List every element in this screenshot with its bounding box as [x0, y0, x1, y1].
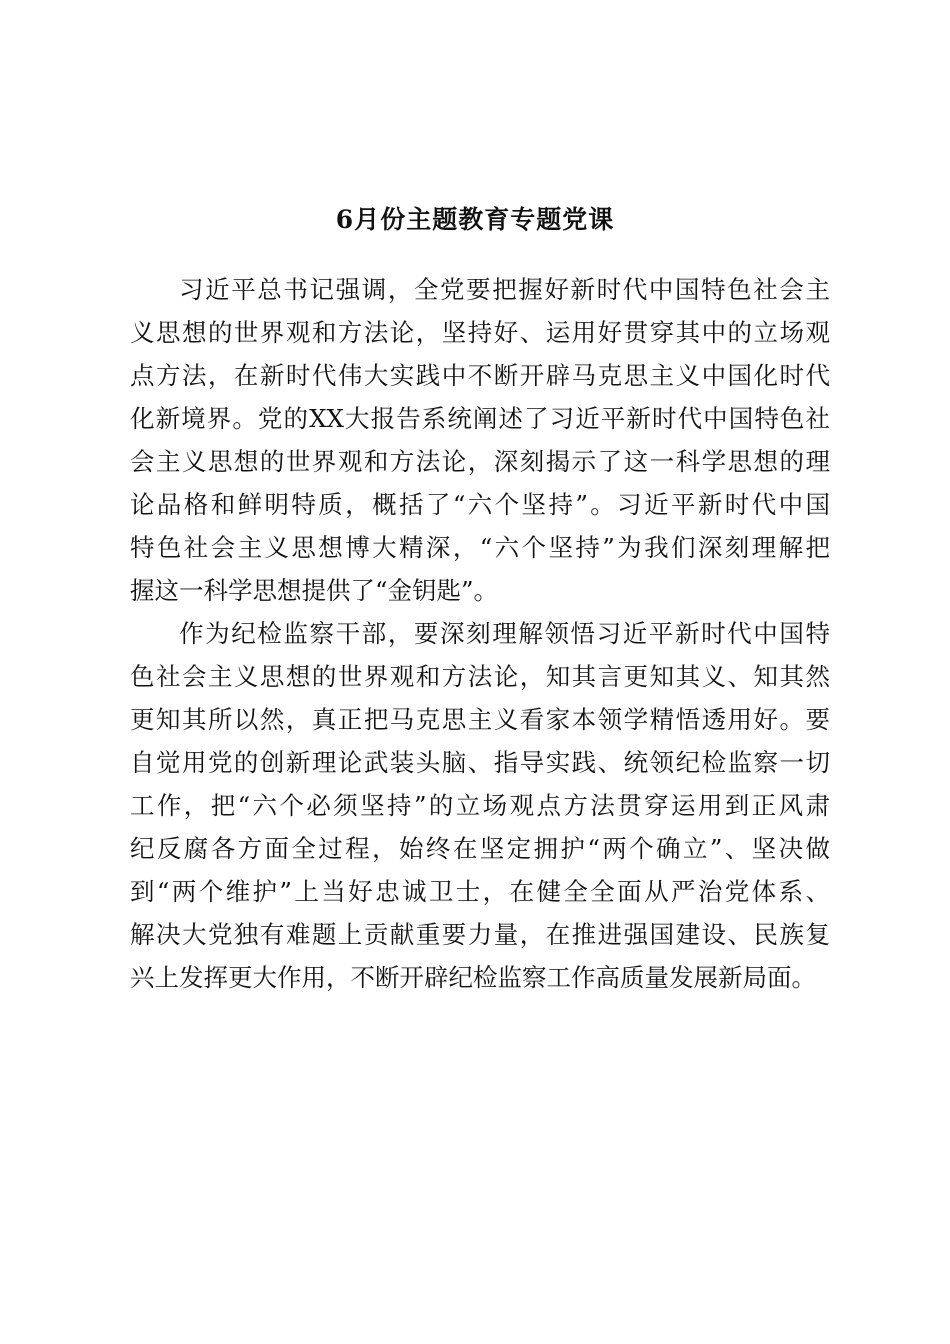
paragraph-line: 会主义思想的世界观和方法论，深刻揭示了这一科学思想的理	[130, 447, 830, 476]
paragraph-line: 握这一科学思想提供了“金钥匙”。	[130, 576, 499, 605]
paragraph-line: 义思想的世界观和方法论，坚持好、运用好贯穿其中的立场观	[130, 318, 830, 347]
paragraph-line: 到“两个维护”上当好忠诚卫士，在健全全面从严治党体系、	[130, 877, 830, 906]
paragraph-line: 色社会主义思想的世界观和方法论，知其言更知其义、知其然	[130, 662, 830, 691]
paragraph-line: 自觉用党的创新理论武装头脑、指导实践、统领纪检监察一切	[130, 748, 830, 777]
paragraph-line: 作为纪检监察干部，要深刻理解领悟习近平新时代中国特	[179, 619, 830, 648]
paragraph-line: 更知其所以然，真正把马克思主义看家本领学精悟透用好。要	[130, 705, 830, 734]
paragraph-line: 特色社会主义思想博大精深，“六个坚持”为我们深刻理解把	[130, 533, 830, 562]
paragraph-line: 点方法，在新时代伟大实践中不断开辟马克思主义中国化时代	[130, 361, 830, 390]
paragraph-line: 工作，把“六个必须坚持”的立场观点方法贯穿运用到正风肃	[130, 791, 830, 820]
paragraph-2	[130, 612, 830, 999]
paragraph-line: 化新境界。党的XX大报告系统阐述了习近平新时代中国特色社	[130, 404, 830, 433]
paragraph-line: 习近平总书记强调，全党要把握好新时代中国特色社会主	[179, 275, 830, 304]
paragraph-1	[130, 268, 830, 612]
paragraph-line: 解决大党独有难题上贡献重要力量，在推进强国建设、民族复	[130, 920, 830, 949]
document-title: 6月份主题教育专题党课	[335, 205, 615, 234]
paragraph-line: 论品格和鲜明特质，概括了“六个坚持”。习近平新时代中国	[130, 490, 830, 519]
document-body	[130, 268, 830, 999]
paragraph-line: 纪反腐各方面全过程，始终在坚定拥护“两个确立”、坚决做	[130, 834, 830, 863]
paragraph-line: 兴上发挥更大作用，不断开辟纪检监察工作高质量发展新局面。	[130, 963, 816, 992]
